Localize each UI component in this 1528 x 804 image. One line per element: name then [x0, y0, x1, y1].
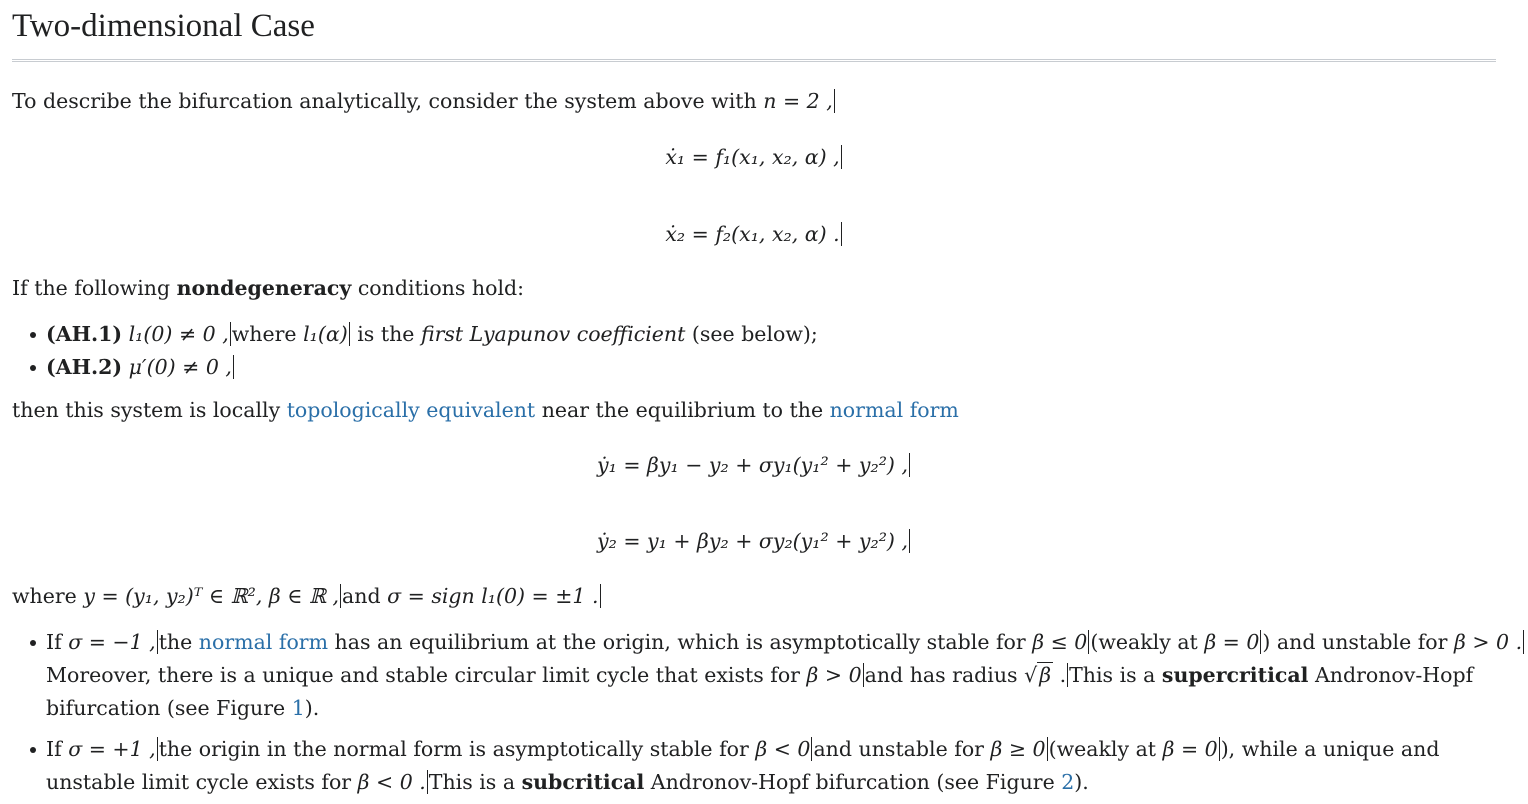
- section-heading: Two-dimensional Case: [12, 6, 1496, 62]
- case2-text: ), while a unique and unstable limit cycle exists for: [46, 737, 1440, 794]
- case1-text: This is a: [1069, 663, 1162, 687]
- case1-text: and has radius: [864, 663, 1018, 687]
- math-separator: [841, 222, 842, 246]
- list-item: [46, 733, 1528, 799]
- case2-text: (weakly at: [1048, 737, 1157, 761]
- conditions-paragraph: [12, 273, 524, 304]
- ah1-where: where: [231, 322, 297, 346]
- figure-1-link[interactable]: 1: [291, 696, 305, 720]
- case2-math: β = 0: [1162, 737, 1218, 761]
- case1-math: β > 0 .: [1453, 630, 1523, 654]
- nf-text-pre: then this system is locally: [12, 398, 287, 422]
- list-item: [46, 351, 818, 384]
- case1-text: ) and unstable for: [1262, 630, 1448, 654]
- math-separator: [600, 584, 601, 608]
- math-separator: [349, 322, 350, 346]
- conditions-text: If the following: [12, 276, 177, 300]
- normal-form-link[interactable]: normal form: [829, 398, 959, 422]
- case1-text: Moreover, there is a unique and stable circular limit cycle that exists for: [46, 663, 800, 687]
- ah2-label: (AH.2): [46, 355, 123, 379]
- intro-paragraph: [12, 86, 836, 117]
- intro-text: To describe the bifurcation analytically, consider the system above with: [12, 89, 757, 113]
- conditions-list: [12, 318, 818, 384]
- case2-if: If: [46, 737, 62, 761]
- equation-y1-math: ẏ₁ = βy₁ − y₂ + σy₁(y₁² + y₂²) ,: [597, 453, 908, 477]
- list-item: [46, 318, 818, 351]
- math-separator: [427, 770, 428, 794]
- case1-text: ).: [304, 696, 320, 720]
- case1-if: If: [46, 630, 62, 654]
- case2-cond: σ = +1 ,: [68, 737, 156, 761]
- where-text: where: [12, 584, 77, 608]
- where-math2: σ = sign l₁(0) = ±1 .: [387, 584, 599, 608]
- math-separator: [909, 529, 910, 553]
- equation-x1-math: ẋ₁ = f₁(x₁, x₂, α) ,: [665, 145, 840, 169]
- math-separator: [909, 453, 910, 477]
- figure-2-link[interactable]: 2: [1061, 770, 1075, 794]
- equation-x1: [12, 142, 1496, 173]
- equation-y2-math: ẏ₂ = y₁ + βy₂ + σy₂(y₁² + y₂²) ,: [597, 529, 908, 553]
- list-item: If σ = −1 , the normal form has an equilibrium at the origin, which is asymptotically stable for β ≤ 0 (weakly at β = 0 ) and unstable for β > 0 . Moreover, there is a unique and stable circular limit cycle that exists for β > 0 and has radius √β . This is a supercritical Andronov-Hopf bifurcation (see Figure 1).: [46, 626, 1528, 725]
- case2-math: β < 0: [755, 737, 811, 761]
- cases-list: [12, 626, 1528, 799]
- math-separator: [863, 663, 864, 687]
- ah1-tail: (see below);: [691, 322, 818, 346]
- case1-radicand: β: [1039, 663, 1052, 687]
- math-separator: [841, 145, 842, 169]
- case1-math: β > 0: [806, 663, 862, 687]
- supercritical-bold: supercritical: [1161, 663, 1309, 687]
- math-separator: [340, 584, 341, 608]
- ah1-math: l₁(0) ≠ 0 ,: [128, 322, 229, 346]
- article-section: [12, 0, 1523, 794]
- topologically-equivalent-link[interactable]: topologically equivalent: [286, 398, 536, 422]
- math-separator: [834, 89, 835, 113]
- equation-y1: [12, 450, 1496, 481]
- case2-math: β ≥ 0: [990, 737, 1046, 761]
- case2-math: β < 0 .: [357, 770, 426, 794]
- math-separator: [233, 355, 234, 379]
- math-separator: [157, 630, 158, 654]
- ah1-is-the: is the: [357, 322, 415, 346]
- case2-text: This is a: [428, 770, 522, 794]
- math-separator: [1523, 630, 1524, 654]
- nondegeneracy-bold: nondegeneracy: [176, 276, 352, 300]
- case2-text: the origin in the normal form is asymptotically stable for: [158, 737, 749, 761]
- math-separator: [1219, 737, 1220, 761]
- case1-math: β = 0: [1204, 630, 1260, 654]
- case1-text: Andronov-Hopf bifurcation (see Figure: [46, 663, 1474, 720]
- conditions-text-end: conditions hold:: [351, 276, 525, 300]
- ah2-math: μ′(0) ≠ 0 ,: [128, 355, 232, 379]
- math-separator: [157, 737, 158, 761]
- case2-text: and unstable for: [813, 737, 984, 761]
- normal-form-paragraph: [12, 395, 959, 426]
- and-text: and: [342, 584, 381, 608]
- where-paragraph: [12, 581, 602, 612]
- case1-text: the: [158, 630, 199, 654]
- first-lyapunov-coefficient: first Lyapunov coefficient: [420, 322, 686, 346]
- ah1-label: (AH.1): [46, 322, 123, 346]
- math-separator: [230, 322, 231, 346]
- subcritical-bold: subcritical: [521, 770, 645, 794]
- case1-text: has an equilibrium at the origin, which is asymptotically stable for: [328, 630, 1026, 654]
- case2-text: ).: [1074, 770, 1089, 794]
- sqrt-symbol: √β: [1024, 663, 1052, 687]
- equation-x2: [12, 219, 1496, 250]
- where-math1: y = (y₁, y₂)ᵀ ∈ ℝ², β ∈ ℝ ,: [83, 584, 340, 608]
- math-separator: [1067, 663, 1068, 687]
- case1-cond: σ = −1 ,: [68, 630, 156, 654]
- ah1-math2: l₁(α): [303, 322, 348, 346]
- case2-text: Andronov-Hopf bifurcation (see Figure: [644, 770, 1062, 794]
- intro-math: n = 2 ,: [763, 89, 833, 113]
- case1-math: β ≤ 0: [1032, 630, 1088, 654]
- math-separator: [1047, 737, 1048, 761]
- normal-form-link-2[interactable]: normal form: [198, 630, 329, 654]
- equation-x2-math: ẋ₂ = f₂(x₁, x₂, α) .: [665, 222, 840, 246]
- nf-text-mid: near the equilibrium to the: [535, 398, 830, 422]
- case1-text: (weakly at: [1090, 630, 1198, 654]
- equation-y2: [12, 526, 1496, 557]
